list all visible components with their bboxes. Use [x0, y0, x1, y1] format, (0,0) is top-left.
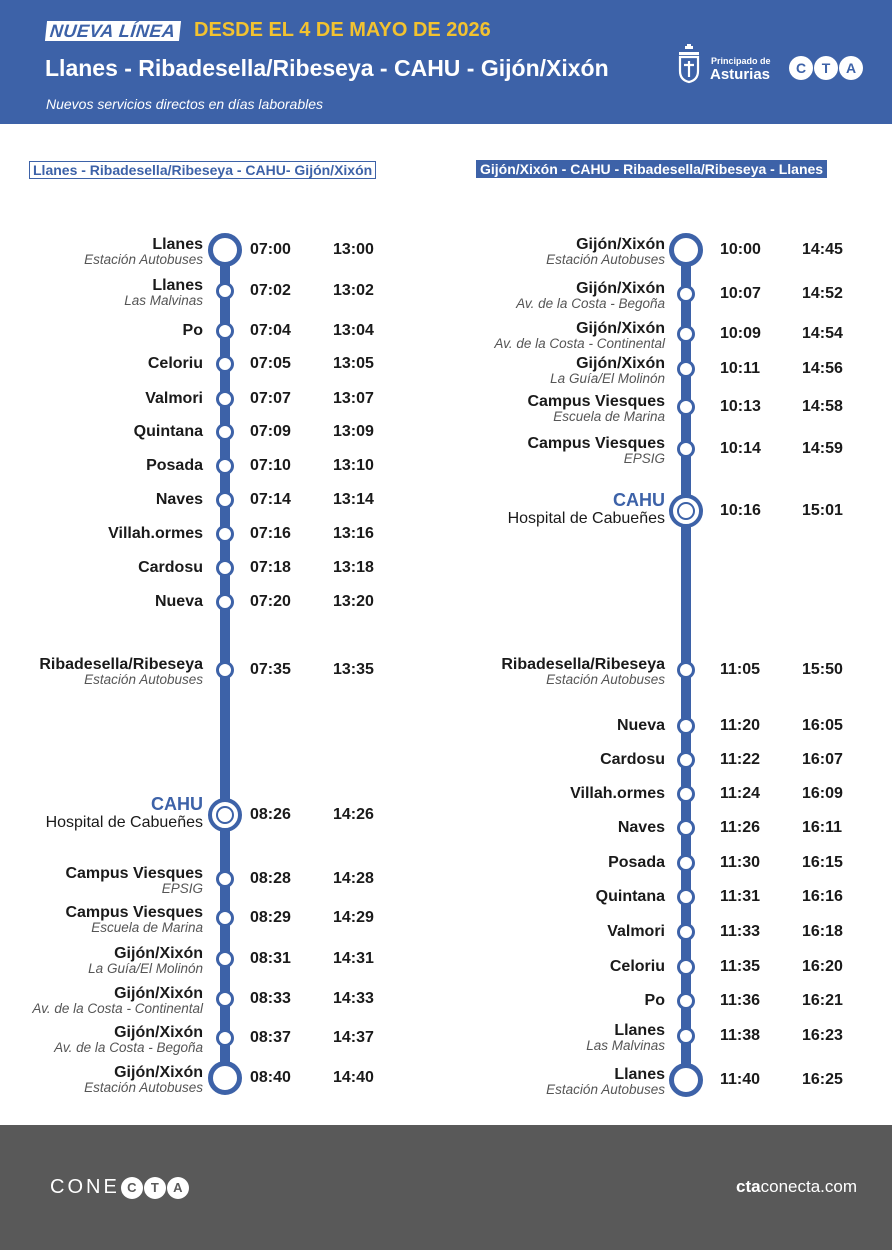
departure-time-morning: 07:16: [250, 525, 291, 542]
stop-label: [108, 525, 203, 542]
stop-marker: [216, 423, 234, 441]
stop-marker: [216, 355, 234, 373]
stop-label: [608, 854, 665, 871]
stop-detail: Estación Autobuses: [546, 1082, 665, 1097]
terminal-stop-marker: [669, 233, 703, 267]
departure-time-morning: 08:33: [250, 990, 291, 1007]
stop-detail: Av. de la Costa - Continental: [32, 1001, 203, 1016]
departure-time-morning: 11:36: [720, 992, 761, 1009]
asturias-crest-icon: [676, 44, 702, 84]
stop-marker: [677, 923, 695, 941]
departure-time-afternoon: 14:37: [333, 1029, 374, 1046]
conecta-logo-letter: T: [144, 1177, 166, 1199]
stop-name: Naves: [155, 491, 203, 508]
departure-time-morning: 11:31: [720, 888, 761, 905]
stop-label: [494, 320, 665, 351]
departure-time-afternoon: 16:23: [802, 1027, 843, 1044]
stop-label: [516, 280, 665, 311]
departure-time-afternoon: 16:21: [802, 992, 843, 1009]
departure-time-morning: 07:10: [250, 457, 291, 474]
stop-label: [65, 904, 203, 935]
stop-name: Campus Viesques: [527, 435, 665, 452]
departure-time-morning: 10:11: [720, 360, 761, 377]
stop-label: [617, 717, 665, 734]
stop-label: [570, 785, 665, 802]
stop-detail: Av. de la Costa - Begoña: [516, 296, 665, 311]
stop-name: Llanes: [152, 277, 203, 294]
stop-label: [546, 1066, 665, 1097]
stop-marker: [216, 322, 234, 340]
departure-time-afternoon: 13:18: [333, 559, 374, 576]
conecta-logo-letter: C: [121, 1177, 143, 1199]
departure-time-afternoon: 13:02: [333, 282, 374, 299]
stop-label: [183, 322, 203, 339]
stop-marker: [216, 559, 234, 577]
departure-time-morning: 10:00: [720, 241, 761, 258]
stop-label: [156, 491, 203, 508]
website-link[interactable]: [736, 1177, 857, 1197]
stop-marker: [677, 1027, 695, 1045]
departure-time-morning: 07:07: [250, 390, 291, 407]
terminal-stop-marker: [669, 1063, 703, 1097]
stop-marker: [216, 1029, 234, 1047]
departure-time-morning: 07:18: [250, 559, 291, 576]
departure-time-morning: 10:13: [720, 398, 761, 415]
stop-name: Valmori: [607, 923, 665, 940]
departure-time-morning: 11:05: [720, 661, 761, 678]
departure-time-morning: 11:22: [720, 751, 761, 768]
stop-marker: [216, 491, 234, 509]
stop-detail: La Guía/El Molinón: [550, 371, 665, 386]
departure-time-morning: 11:24: [720, 785, 761, 802]
stop-name: Ribadesella/Ribeseya: [39, 656, 203, 673]
departure-time-afternoon: 15:01: [802, 502, 843, 519]
stop-name: Celoriu: [147, 355, 203, 372]
stop-label: [88, 945, 203, 976]
departure-time-morning: 08:31: [250, 950, 291, 967]
departure-time-afternoon: 16:05: [802, 717, 843, 734]
departure-time-afternoon: 13:35: [333, 661, 374, 678]
stop-label: [138, 559, 203, 576]
stop-label: [124, 277, 203, 308]
stop-marker: [677, 717, 695, 735]
departure-time-morning: 07:04: [250, 322, 291, 339]
conecta-text: CONE: [50, 1176, 120, 1198]
stop-detail: Las Malvinas: [586, 1038, 665, 1053]
departure-time-morning: 11:35: [720, 958, 761, 975]
header-banner: [0, 0, 892, 124]
stop-label: [527, 435, 665, 466]
departure-time-afternoon: 16:25: [802, 1071, 843, 1088]
stop-label: [155, 593, 203, 610]
stop-marker: [677, 992, 695, 1010]
departure-time-morning: 07:20: [250, 593, 291, 610]
stop-name: CAHU: [613, 490, 665, 510]
stop-label: [550, 355, 665, 386]
start-date: DESDE EL 4 DE MAYO DE 2026: [194, 19, 491, 41]
stop-name: Campus Viesques: [527, 393, 665, 410]
cta-logo: [789, 56, 863, 80]
departure-time-afternoon: 16:16: [802, 888, 843, 905]
departure-time-afternoon: 13:04: [333, 322, 374, 339]
departure-time-morning: 08:40: [250, 1069, 291, 1086]
departure-time-morning: 11:26: [720, 819, 761, 836]
departure-time-afternoon: 16:20: [802, 958, 843, 975]
departure-time-afternoon: 13:10: [333, 457, 374, 474]
stop-detail: Av. de la Costa - Begoña: [54, 1040, 203, 1055]
stop-label: [134, 423, 203, 440]
stop-detail: Av. de la Costa - Continental: [494, 336, 665, 351]
stop-name: Gijón/Xixón: [114, 1024, 203, 1041]
departure-time-morning: 11:38: [720, 1027, 761, 1044]
stop-name: Gijón/Xixón: [576, 280, 665, 297]
stop-marker: [216, 282, 234, 300]
departure-time-morning: 11:20: [720, 717, 761, 734]
stop-name: Posada: [608, 854, 665, 871]
departure-time-morning: 07:05: [250, 355, 291, 372]
stop-marker: [216, 990, 234, 1008]
departure-time-afternoon: 14:29: [333, 909, 374, 926]
stop-marker: [677, 325, 695, 343]
conecta-logo-letter: A: [167, 1177, 189, 1199]
stop-detail: EPSIG: [161, 881, 203, 896]
stop-label: [600, 751, 665, 768]
stop-name: Naves: [617, 819, 665, 836]
cta-logo-letter: A: [839, 56, 863, 80]
stop-detail: Hospital de Cabueñes: [45, 814, 203, 831]
departure-time-afternoon: 14:31: [333, 950, 374, 967]
departure-time-afternoon: 14:56: [802, 360, 843, 377]
terminal-stop-marker: [208, 233, 242, 267]
stop-name: Quintana: [595, 888, 665, 905]
stop-label: [146, 457, 203, 474]
website-bold: cta: [736, 1177, 761, 1196]
departure-time-morning: 07:14: [250, 491, 291, 508]
stop-name: Po: [644, 992, 665, 1009]
stop-name: Quintana: [133, 423, 203, 440]
departure-time-morning: 07:09: [250, 423, 291, 440]
new-line-badge: NUEVA LÍNEA: [45, 21, 181, 41]
departure-time-afternoon: 13:07: [333, 390, 374, 407]
stop-marker: [677, 854, 695, 872]
departure-time-afternoon: 14:52: [802, 285, 843, 302]
departure-time-afternoon: 14:33: [333, 990, 374, 1007]
stop-marker: [216, 870, 234, 888]
stop-label: [54, 1024, 203, 1055]
stop-marker: [677, 819, 695, 837]
cta-logo-letter: T: [814, 56, 838, 80]
departure-time-afternoon: 13:05: [333, 355, 374, 372]
stop-marker: [216, 909, 234, 927]
stop-marker: [677, 958, 695, 976]
stop-label: [610, 958, 665, 975]
departure-time-morning: 10:09: [720, 325, 761, 342]
departure-time-morning: 10:07: [720, 285, 761, 302]
stop-detail: Estación Autobuses: [546, 672, 665, 687]
departure-time-afternoon: 13:09: [333, 423, 374, 440]
principado-label: Principado de: [711, 56, 771, 66]
stop-detail: Estación Autobuses: [84, 672, 203, 687]
asturias-label: Asturias: [710, 66, 771, 83]
stop-label: [618, 819, 665, 836]
departure-time-afternoon: 15:50: [802, 661, 843, 678]
stop-label: [84, 1064, 203, 1095]
departure-time-afternoon: 16:11: [802, 819, 843, 836]
stop-detail: Escuela de Marina: [553, 409, 665, 424]
departure-time-afternoon: 13:14: [333, 491, 374, 508]
stop-label: [32, 985, 203, 1016]
stop-name: Gijón/Xixón: [114, 1064, 203, 1081]
stop-label: [46, 795, 203, 832]
stop-name: Nueva: [154, 593, 203, 610]
departure-time-morning: 07:02: [250, 282, 291, 299]
stop-label: [586, 1022, 665, 1053]
terminal-stop-marker: [208, 1061, 242, 1095]
stop-name: Cardosu: [138, 559, 203, 576]
stop-detail: EPSIG: [623, 451, 665, 466]
departure-time-afternoon: 14:40: [333, 1069, 374, 1086]
departure-time-afternoon: 13:16: [333, 525, 374, 542]
stop-name: Campus Viesques: [65, 904, 203, 921]
stop-detail: Hospital de Cabueñes: [507, 510, 665, 527]
stop-name: Posada: [146, 457, 203, 474]
stop-label: [607, 923, 665, 940]
stop-marker: [677, 440, 695, 458]
stop-marker: [216, 950, 234, 968]
departure-time-morning: 11:33: [720, 923, 761, 940]
stop-name: Cardosu: [600, 751, 665, 768]
stop-label: [508, 491, 665, 528]
stop-name: Nueva: [616, 717, 665, 734]
departure-time-afternoon: 13:20: [333, 593, 374, 610]
departure-time-afternoon: 14:45: [802, 241, 843, 258]
stop-name: Campus Viesques: [65, 865, 203, 882]
stop-name: Celoriu: [609, 958, 665, 975]
cta-logo-letter: C: [789, 56, 813, 80]
stop-name: Villah.ormes: [570, 785, 665, 802]
stop-name: Villah.ormes: [108, 525, 203, 542]
stop-name: Gijón/Xixón: [576, 320, 665, 337]
stop-marker: [677, 661, 695, 679]
stop-name: Llanes: [614, 1022, 665, 1039]
stop-name: Gijón/Xixón: [576, 355, 665, 372]
stop-label: [596, 888, 665, 905]
stop-label: [546, 236, 665, 267]
departure-time-morning: 08:28: [250, 870, 291, 887]
departure-time-morning: 07:00: [250, 241, 291, 258]
stop-detail: Estación Autobuses: [546, 252, 665, 267]
stop-marker: [216, 457, 234, 475]
website-rest: conecta.com: [760, 1177, 857, 1196]
page-title: Llanes - Ribadesella/Ribeseya - CAHU - Gijón/Xixón: [45, 55, 609, 81]
departure-time-afternoon: 16:07: [802, 751, 843, 768]
stop-marker: [677, 285, 695, 303]
stop-label: [65, 865, 203, 896]
departure-time-afternoon: 14:28: [333, 870, 374, 887]
stop-detail: Las Malvinas: [124, 293, 203, 308]
stop-detail: La Guía/El Molinón: [88, 961, 203, 976]
departure-time-afternoon: 14:59: [802, 440, 843, 457]
departure-time-morning: 08:26: [250, 806, 291, 823]
stop-name: CAHU: [151, 794, 203, 814]
stop-name: Ribadesella/Ribeseya: [501, 656, 665, 673]
departure-time-afternoon: 14:54: [802, 325, 843, 342]
departure-time-morning: 08:29: [250, 909, 291, 926]
departure-time-afternoon: 16:09: [802, 785, 843, 802]
stop-detail: Estación Autobuses: [84, 252, 203, 267]
stop-label: [39, 656, 203, 687]
stop-marker: [216, 525, 234, 543]
stop-detail: Escuela de Marina: [91, 920, 203, 935]
stop-name: Valmori: [145, 390, 203, 407]
stop-marker: [677, 360, 695, 378]
stop-label: [527, 393, 665, 424]
hub-stop-marker: [208, 798, 242, 832]
conecta-logo: [50, 1176, 189, 1199]
departure-time-morning: 11:40: [720, 1071, 761, 1088]
departure-time-afternoon: 14:58: [802, 398, 843, 415]
departure-time-afternoon: 13:00: [333, 241, 374, 258]
stop-name: Llanes: [614, 1066, 665, 1083]
stop-label: [501, 656, 665, 687]
stop-name: Gijón/Xixón: [576, 236, 665, 253]
stop-marker: [677, 888, 695, 906]
stop-marker: [677, 751, 695, 769]
departure-time-morning: 11:30: [720, 854, 761, 871]
departure-time-morning: 10:14: [720, 440, 761, 457]
stop-name: Gijón/Xixón: [114, 985, 203, 1002]
direction-label-outbound: Llanes - Ribadesella/Ribeseya - CAHU- Gijón/Xixón: [29, 161, 376, 179]
stop-label: [145, 390, 203, 407]
stop-label: [645, 992, 665, 1009]
stop-marker: [677, 398, 695, 416]
departure-time-morning: 08:37: [250, 1029, 291, 1046]
departure-time-morning: 10:16: [720, 502, 761, 519]
stop-name: Llanes: [152, 236, 203, 253]
page-subtitle: Nuevos servicios directos en días laborables: [46, 96, 324, 112]
stop-marker: [216, 593, 234, 611]
stop-label: [148, 355, 203, 372]
stop-marker: [216, 661, 234, 679]
stop-name: Gijón/Xixón: [114, 945, 203, 962]
stop-detail: Estación Autobuses: [84, 1080, 203, 1095]
hub-stop-marker: [669, 494, 703, 528]
stop-marker: [216, 390, 234, 408]
departure-time-afternoon: 14:26: [333, 806, 374, 823]
departure-time-afternoon: 16:15: [802, 854, 843, 871]
stop-name: Po: [182, 322, 203, 339]
departure-time-afternoon: 16:18: [802, 923, 843, 940]
stop-label: [84, 236, 203, 267]
stop-marker: [677, 785, 695, 803]
direction-label-return: Gijón/Xixón - CAHU - Ribadesella/Ribeseya - Llanes: [476, 160, 827, 178]
departure-time-morning: 07:35: [250, 661, 291, 678]
